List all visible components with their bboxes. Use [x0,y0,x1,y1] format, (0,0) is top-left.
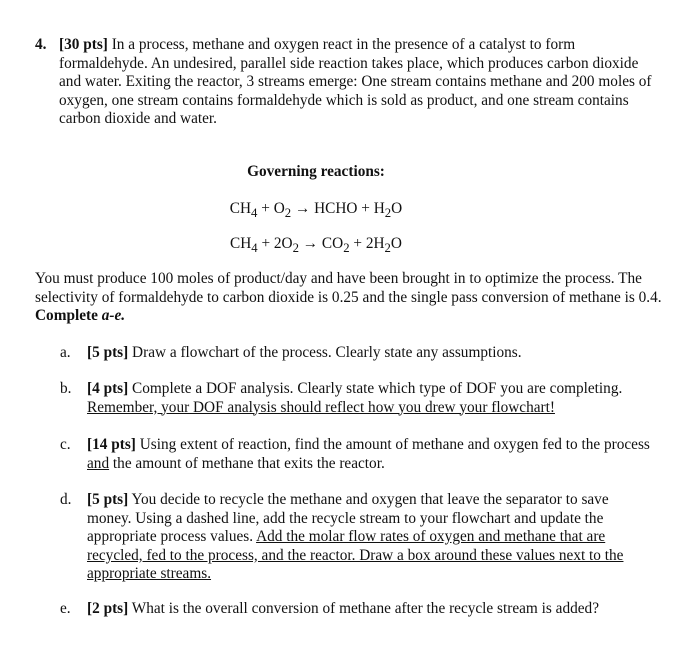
reactions-heading: Governing reactions: [247,163,385,180]
question-number: 4. [35,36,47,53]
reaction-2: $CH_4 + 2O_2 \to CO_2 + 2H_2O$ [230,235,402,256]
part-c-label: c. [60,436,71,453]
reaction-1: $CH_4 + O_2$ → HCHO + $H_2O$ [229,200,403,221]
part-e-body: [2 pts] What is the overall conversion of methane after the recycle stream is added? [87,600,599,617]
part-a-body: [5 pts] Draw a flowchart of the process. Clearly state any assumptions. [87,344,522,361]
part-d-label: d. [60,491,72,508]
part-a-label: a. [60,344,71,361]
intro-paragraph: You must produce 100 moles of product/day and have been brought in to optimize the process. The selectivity of formaldehyde to carbon dioxide is 0.25 and the single pass conversion of methane is 0.4. Complete a-e. [35,270,662,325]
part-e-label: e. [60,600,71,617]
question-points: [30 pts] [59,36,108,53]
part-b-label: b. [60,380,72,397]
question-text: In a process, methane and oxygen react in the presence of a catalyst to form formaldehyde. An undesired, parallel side reaction takes place, which produces carbon dioxide and water. Exiting the reactor, 3 streams emerge: One stream contains methane and 200 moles of oxygen, one stream contains formaldehyde which is sold as product, and one stream contains carbon dioxide and water. [59,36,652,128]
question-body [59,36,659,129]
part-c-body: [14 pts] Using extent of reaction, find the amount of methane and oxygen fed to the process and the amount of methane that exits the reactor. [87,436,650,472]
part-b-body: [4 pts] Complete a DOF analysis. Clearly state which type of DOF you are completing. Remember, your DOF analysis should reflect how you drew your flowchart! [87,380,623,416]
part-d-body: [5 pts] You decide to recycle the methane and oxygen that leave the separator to save money. Using a dashed line, add the recycle stream to your flowchart and update the appropriate process values. Add the molar flow rates of oxygen and methane that are recycled, fed to the process, and the reactor. Draw a box around these values next to the appropriate streams. [87,491,624,583]
